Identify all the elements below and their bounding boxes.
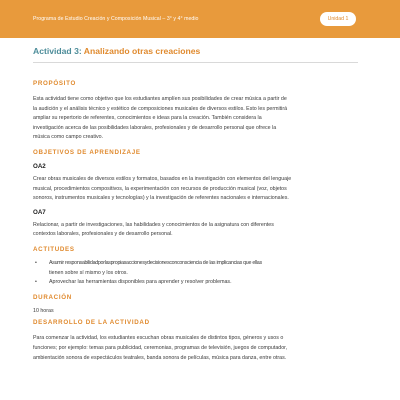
bullet-icon: • (35, 279, 37, 286)
bullet-icon: • (35, 259, 37, 266)
proposito-line: música como campo creativo. (33, 134, 104, 141)
desarrollo-paragraph (33, 334, 358, 363)
duracion-heading: DURACIÓN (33, 293, 72, 301)
desarrollo-heading: DESARROLLO DE LA ACTIVIDAD (33, 319, 150, 327)
actitud-line: Asumir responsabilidadporlaspropiasaccionesydecisionesconconsciencia de las implicancias que ellas (49, 259, 262, 266)
list-item (33, 259, 358, 278)
objetivos-heading: OBJETIVOS DE APRENDIZAJE (33, 148, 141, 156)
actitud-line: tienen sobre sí mismo y los otros. (49, 269, 128, 276)
actitudes-heading: ACTITUDES (33, 245, 75, 253)
list-item (33, 278, 358, 288)
proposito-line: la audición y el análisis técnico y estético de composiciones musicales de diversos estilos. Esto les permitirá (33, 105, 288, 112)
objective-line: musical, procedimientos compositivos, la experimentación con recursos de producción musical (voz, objetos (33, 185, 287, 192)
objective-line: sonoros, instrumentos musicales y tecnologías) y la investigación de referentes nacionales e internacionales. (33, 195, 289, 202)
activity-title (33, 46, 358, 57)
desarrollo-line: ambientación sonora de espectáculos teatrales, banda sonora de películas, música para danza, entre otras. (33, 354, 287, 361)
proposito-line: investigación acerca de las posibilidades laborales, profesionales y de desarrollo personal que ofrece la (33, 124, 277, 131)
objective-line: Relacionar, a partir de investigaciones, las habilidades y conocimientos de la asignatura con diferentes (33, 221, 274, 228)
proposito-heading: PROPÓSITO (33, 80, 76, 87)
objective-description (33, 221, 358, 240)
activity-label: Actividad 3: (33, 46, 82, 56)
desarrollo-line: funciones; por ejemplo: temas para publicidad, ceremonias, programas de televisión, juegos de computador, (33, 344, 288, 351)
objective-line: Crear obras musicales de diversos estilos y formatos, basados en la investigación con elementos del lenguaje (33, 175, 292, 182)
desarrollo-line: Para comenzar la actividad, los estudiantes escuchan obras musicales de distintos tipos, géneros y usos o (33, 335, 284, 342)
proposito-line: ampliar su repertorio de referentes, conocimientos e ideas para la creación. También considera la (33, 115, 262, 122)
proposito-line: Esta actividad tiene como objetivo que los estudiantes amplíen sus posibilidades de crear música a partir de (33, 96, 287, 102)
objective-description (33, 175, 358, 204)
header-bar (0, 0, 400, 38)
program-title: Programa de Estudio Creación y Composición Musical – 3° y 4° medio (33, 16, 199, 22)
actitudes-list (33, 259, 358, 288)
objective-code: OA7 (33, 208, 46, 216)
duracion-value: 10 horas (33, 307, 54, 314)
activity-name: Analizando otras creaciones (83, 46, 201, 56)
unit-badge: Unidad 1 (320, 12, 356, 26)
activity-content (33, 46, 358, 363)
proposito-paragraph (33, 95, 358, 143)
title-divider (33, 62, 358, 63)
objective-code: OA2 (33, 162, 46, 170)
actitud-line: Aprovechar las herramientas disponibles para aprender y resolver problemas. (49, 279, 232, 286)
objective-line: contextos laborales, profesionales y de desarrollo personal. (33, 231, 173, 238)
